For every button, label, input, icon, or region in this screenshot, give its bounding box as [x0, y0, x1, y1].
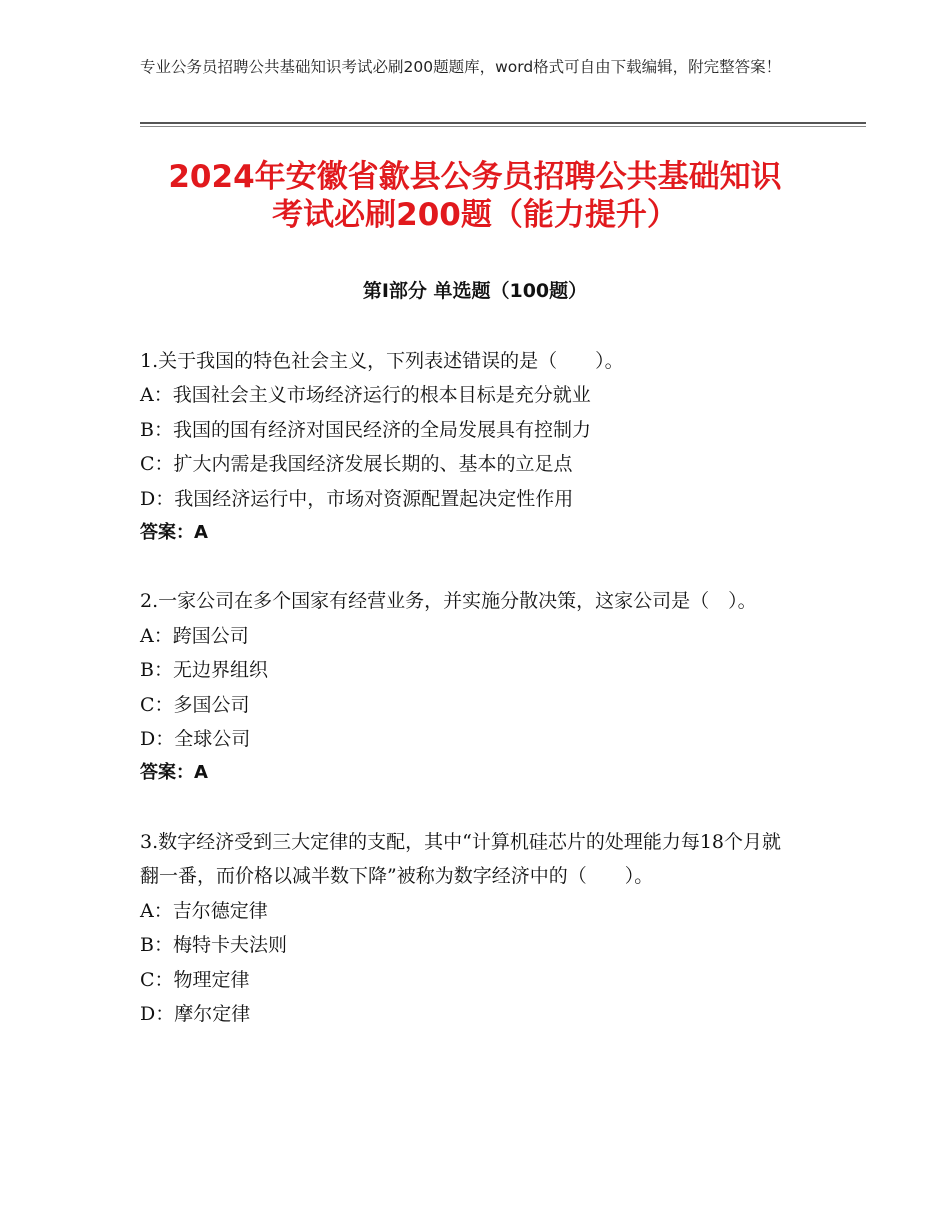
option-b: B：我国的国有经济对国民经济的全局发展具有控制力	[140, 418, 591, 441]
question-1	[140, 344, 800, 550]
question-3	[140, 825, 800, 1031]
header-divider-thin	[140, 126, 866, 127]
option-d: D：摩尔定律	[140, 1002, 251, 1025]
header-note: 专业公务员招聘公共基础知识考试必刷200题题库，word格式可自由下载编辑，附完整答案！	[140, 58, 782, 76]
document-title	[120, 158, 830, 234]
question-stem: 2.一家公司在多个国家有经营业务，并实施分散决策，这家公司是（ ）。	[140, 590, 757, 613]
option-a: A：跨国公司	[140, 624, 249, 647]
option-c: C：多国公司	[140, 693, 250, 716]
question-stem: 1.关于我国的特色社会主义，下列表述错误的是（ ）。	[140, 350, 624, 372]
question-2	[140, 584, 800, 790]
option-c: C：扩大内需是我国经济发展长期的、基本的立足点	[140, 453, 573, 476]
option-b: B：梅特卡夫法则	[140, 934, 287, 957]
option-d: D：全球公司	[140, 728, 251, 751]
section-heading: 第Ⅰ部分 单选题（100题）	[362, 280, 588, 302]
option-c: C：物理定律	[140, 968, 250, 991]
question-stem: 3.数字经济受到三大定律的支配，其中“计算机硅芯片的处理能力每18个月就翻一番，而价格以减半数下降”被称为数字经济中的（ ）。	[140, 830, 782, 888]
answer: 答案：A	[140, 762, 208, 784]
option-a: A：吉尔德定律	[140, 899, 268, 922]
option-d: D：我国经济运行中，市场对资源配置起决定性作用	[140, 487, 574, 510]
option-b: B：无边界组织	[140, 659, 268, 682]
document-title-line-1: 2024年安徽省歙县公务员招聘公共基础知识	[168, 159, 782, 195]
document-title-line-2: 考试必刷200题（能力提升）	[272, 197, 678, 233]
answer: 答案：A	[140, 522, 208, 544]
option-a: A：我国社会主义市场经济运行的根本目标是充分就业	[140, 384, 591, 407]
header-divider-thick	[140, 122, 866, 124]
question-list	[140, 344, 800, 1065]
